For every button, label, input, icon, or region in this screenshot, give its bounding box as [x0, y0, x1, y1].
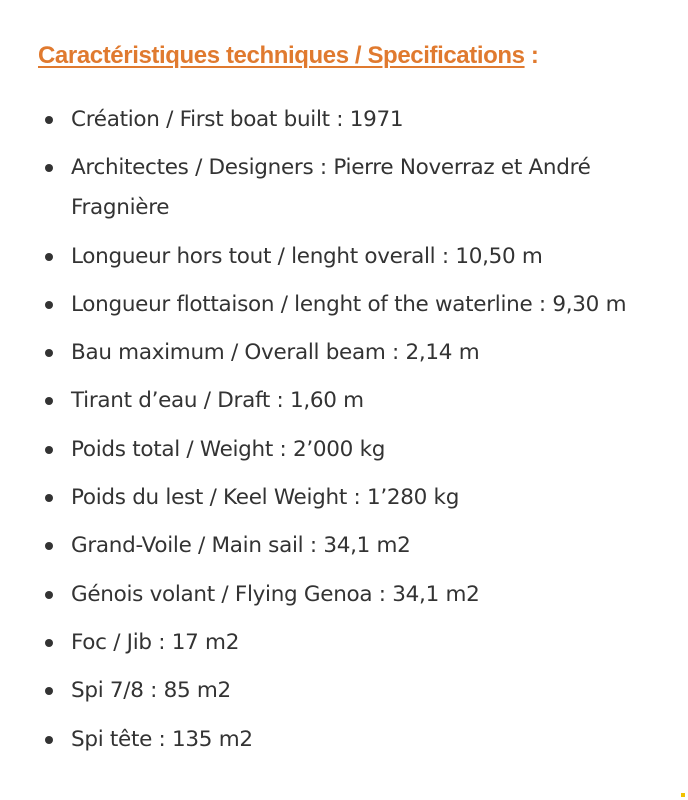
spec-text: Poids total / Weight : 2’000 kg	[71, 436, 386, 462]
spec-item-draft	[38, 381, 676, 421]
bullet-icon	[45, 164, 53, 172]
spec-item-spi-tete	[38, 720, 676, 760]
spec-text: Poids du lest / Keel Weight : 1’280 kg	[71, 485, 460, 511]
section-heading	[38, 40, 676, 72]
spec-item-main-sail	[38, 526, 676, 566]
spec-item-beam	[38, 333, 676, 373]
spec-text: Architectes / Designers : Pierre Noverraz et André Fragnière	[71, 155, 591, 221]
spec-text: Tirant d’eau / Draft : 1,60 m	[71, 388, 364, 414]
bullet-icon	[45, 397, 53, 405]
spec-item-weight	[38, 430, 676, 470]
bullet-icon	[45, 349, 53, 357]
bullet-icon	[45, 253, 53, 261]
bullet-icon	[45, 736, 53, 744]
spec-item-jib	[38, 623, 676, 663]
spec-item-designers	[38, 148, 676, 228]
bullet-icon	[45, 639, 53, 647]
bullet-icon	[45, 116, 53, 124]
spec-text: Grand-Voile / Main sail : 34,1 m2	[71, 533, 411, 559]
spec-text: Spi 7/8 : 85 m2	[71, 678, 231, 704]
bullet-icon	[45, 542, 53, 550]
spec-text: Génois volant / Flying Genoa : 34,1 m2	[71, 581, 480, 607]
spec-text: Création / First boat built : 1971	[71, 107, 404, 132]
bullet-icon	[45, 301, 53, 309]
spec-item-flying-genoa	[38, 575, 676, 615]
bullet-icon	[45, 446, 53, 454]
spec-item-keel-weight	[38, 478, 676, 518]
spec-text: Longueur flottaison / lenght of the waterline : 9,30 m	[71, 291, 627, 317]
spec-text: Foc / Jib : 17 m2	[71, 629, 240, 655]
section-title-suffix: :	[524, 42, 539, 69]
spec-item-spi-78	[38, 671, 676, 711]
spec-text: Spi tête : 135 m2	[71, 726, 253, 752]
spec-item-length-overall	[38, 237, 676, 277]
bullet-icon	[45, 591, 53, 599]
specifications-section	[38, 40, 676, 768]
bullet-icon	[45, 494, 53, 502]
spec-text: Bau maximum / Overall beam : 2,14 m	[71, 340, 480, 366]
bullet-icon	[45, 687, 53, 695]
spec-item-first-built	[38, 100, 676, 140]
spec-item-waterline-length	[38, 285, 676, 325]
spec-text: Longueur hors tout / lenght overall : 10,50 m	[71, 243, 543, 269]
corner-mark	[681, 793, 685, 797]
spec-list	[38, 100, 676, 760]
section-title-link[interactable]: Caractéristiques techniques / Specifications	[38, 42, 525, 69]
